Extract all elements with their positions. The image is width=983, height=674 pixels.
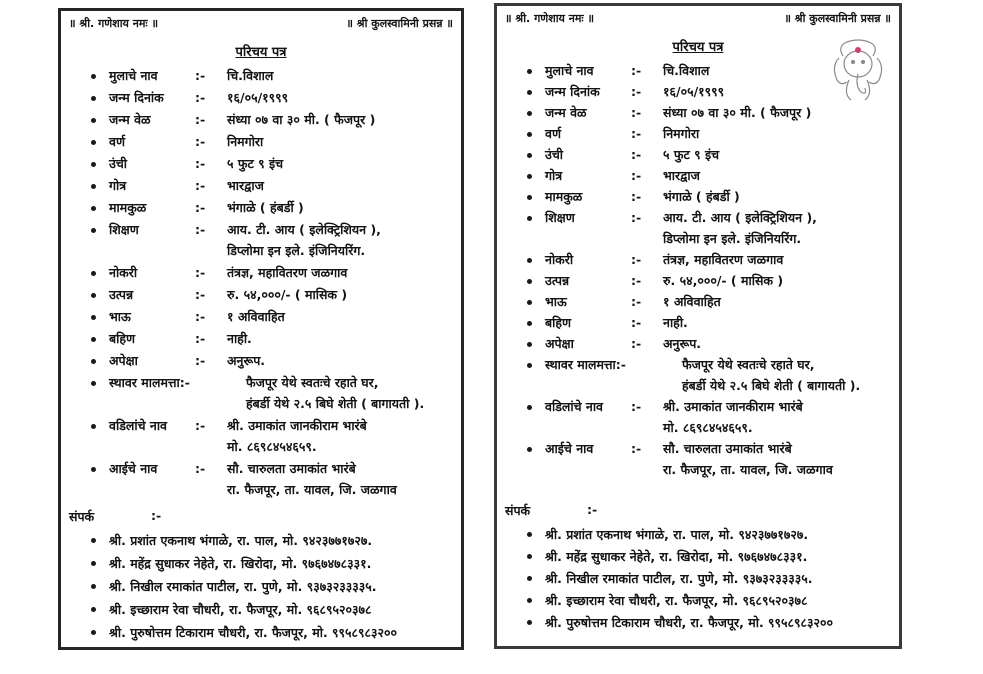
field-value: अनुरूप. xyxy=(227,353,266,368)
contact-text: श्री. पुरुषोत्तम टिकाराम चौधरी, रा. फैजपूर, मो. ९९५८९८३२०० xyxy=(109,625,398,640)
field-label: जन्म दिनांक xyxy=(545,84,600,99)
field-label: जन्म दिनांक xyxy=(109,90,164,105)
bullet-icon xyxy=(91,118,96,123)
page-title: परिचय पत्र xyxy=(235,45,287,60)
field-label: मुलाचे नाव xyxy=(109,68,158,83)
field-row xyxy=(91,418,451,454)
field-row xyxy=(91,134,451,150)
bullet-icon xyxy=(527,111,532,116)
field-separator: :- xyxy=(195,418,206,433)
contact-label: संपर्क xyxy=(505,503,531,518)
field-label: अपेक्षा xyxy=(545,336,574,351)
field-value: सौ. चारुलता उमाकांत भारंबे xyxy=(227,461,356,476)
field-separator: :- xyxy=(631,189,642,204)
field-separator: :- xyxy=(195,331,206,346)
field-value: तंत्रज्ञ, महावितरण जळगाव xyxy=(663,252,784,267)
bullet-icon xyxy=(527,598,532,603)
field-separator: :- xyxy=(195,461,206,476)
bullet-icon xyxy=(527,405,532,410)
field-value: अनुरूप. xyxy=(663,336,702,351)
bullet-icon xyxy=(527,132,532,137)
field-separator: :- xyxy=(631,252,642,267)
field-label: मुलाचे नाव xyxy=(545,63,594,78)
field-row xyxy=(91,375,451,411)
bullet-icon xyxy=(91,206,96,211)
field-value: श्री. उमाकांत जानकीराम भारंबे xyxy=(227,418,367,433)
field-label: नोकरी xyxy=(545,252,574,267)
field-row xyxy=(527,147,887,163)
bullet-icon xyxy=(91,607,96,612)
field-value: संध्या ०७ वा ३० मी. ( फैजपूर ) xyxy=(663,105,812,120)
contact-item xyxy=(527,615,887,631)
field-value-line2: डिप्लोमा इन इले. इंजिनियरिंग. xyxy=(227,243,366,258)
bullet-icon xyxy=(91,140,96,145)
field-value: चि.विशाल xyxy=(663,63,710,78)
field-separator: :- xyxy=(195,90,206,105)
bullet-icon xyxy=(91,315,96,320)
field-value: भंगाळे ( हंबर्डी ) xyxy=(227,200,304,215)
field-row xyxy=(527,210,887,246)
field-value: संध्या ०७ वा ३० मी. ( फैजपूर ) xyxy=(227,112,376,127)
field-label: भाऊ xyxy=(545,294,567,309)
bullet-icon xyxy=(91,467,96,472)
field-label: जन्म वेळ xyxy=(545,105,587,120)
field-separator: :- xyxy=(195,134,206,149)
field-value-line2: हंबर्डी येथे २.५ बिघे शेती ( बागायती ). xyxy=(246,396,425,411)
bullet-icon xyxy=(527,153,532,158)
contact-item xyxy=(91,602,451,618)
bullet-icon xyxy=(91,424,96,429)
bullet-icon xyxy=(91,184,96,189)
header-left: ॥ श्री. गणेशाय नमः ॥ xyxy=(505,12,595,25)
contact-item xyxy=(527,527,887,543)
bullet-icon xyxy=(527,258,532,263)
field-label: जन्म वेळ xyxy=(109,112,151,127)
field-value: फैजपूर येथे स्वतःचे रहाते घर, xyxy=(246,375,379,390)
contact-item xyxy=(527,593,887,609)
field-value: भारद्वाज xyxy=(227,178,264,193)
field-label: गोत्र xyxy=(109,178,127,193)
bullet-icon xyxy=(527,342,532,347)
field-label: शिक्षण xyxy=(545,210,575,225)
field-separator: :- xyxy=(631,315,642,330)
field-separator: :- xyxy=(631,147,642,162)
contact-text: श्री. महेंद्र सुधाकर नेहेते, रा. खिरोदा, मो. ९७६७४७८३३१. xyxy=(109,556,372,571)
field-value: रु. ५४,०००/- ( मासिक ) xyxy=(227,287,348,302)
field-label: आईचे नाव xyxy=(109,461,158,476)
bullet-icon xyxy=(527,69,532,74)
field-row xyxy=(527,336,887,352)
bullet-icon xyxy=(527,279,532,284)
field-value: तंत्रज्ञ, महावितरण जळगाव xyxy=(227,265,348,280)
field-row xyxy=(527,126,887,142)
field-row xyxy=(527,441,887,477)
field-label: वडिलांचे नाव xyxy=(109,418,168,433)
contact-item xyxy=(527,571,887,587)
field-label: आईचे नाव xyxy=(545,441,594,456)
bullet-icon xyxy=(91,74,96,79)
field-label: मामकुळ xyxy=(545,189,583,204)
field-row xyxy=(527,399,887,435)
field-value: चि.विशाल xyxy=(227,68,274,83)
bullet-icon xyxy=(91,584,96,589)
bullet-icon xyxy=(527,321,532,326)
field-value: निमगोरा xyxy=(663,126,700,141)
contact-text: श्री. इच्छाराम रेवा चौधरी, रा. फैजपूर, मो. ९६८९५२०३७८ xyxy=(109,602,372,617)
field-label: मामकुळ xyxy=(109,200,147,215)
field-separator: :- xyxy=(195,287,206,302)
contact-text: श्री. पुरुषोत्तम टिकाराम चौधरी, रा. फैजपूर, मो. ९९५८९८३२०० xyxy=(545,615,834,630)
bullet-icon xyxy=(91,228,96,233)
bullet-icon xyxy=(527,554,532,559)
field-value: नाही. xyxy=(663,315,688,330)
contact-label: संपर्क xyxy=(69,509,95,524)
contact-heading xyxy=(69,508,189,524)
field-separator: :- xyxy=(195,353,206,368)
field-label: उंची xyxy=(545,147,564,162)
bullet-icon xyxy=(527,216,532,221)
field-row xyxy=(91,353,451,369)
contact-text: श्री. इच्छाराम रेवा चौधरी, रा. फैजपूर, मो. ९६८९५२०३७८ xyxy=(545,593,808,608)
field-separator: :- xyxy=(631,441,642,456)
field-separator: :- xyxy=(195,265,206,280)
field-row xyxy=(91,287,451,303)
contact-text: श्री. निखील रमाकांत पाटील, रा. पुणे, मो. ९३७३२३३३३५. xyxy=(109,579,377,594)
contact-text: श्री. प्रशांत एकनाथ भंगाळे, रा. पाल, मो. ९४२३७७१७२७. xyxy=(109,533,373,548)
field-row xyxy=(527,105,887,121)
field-row xyxy=(91,309,451,325)
contact-heading xyxy=(505,502,625,518)
field-label: उत्पन्न xyxy=(545,273,570,288)
header-right: ॥ श्री कुलस्वामिनी प्रसन्न ॥ xyxy=(784,12,891,25)
field-value: रु. ५४,०००/- ( मासिक ) xyxy=(663,273,784,288)
field-label: उत्पन्न xyxy=(109,287,134,302)
bullet-icon xyxy=(91,538,96,543)
field-row xyxy=(527,168,887,184)
bullet-icon xyxy=(91,381,96,386)
field-separator: :- xyxy=(631,273,642,288)
bullet-icon xyxy=(527,195,532,200)
field-value: श्री. उमाकांत जानकीराम भारंबे xyxy=(663,399,803,414)
field-value-line2: रा. फैजपूर, ता. यावल, जि. जळगाव xyxy=(227,482,397,497)
field-row xyxy=(91,265,451,281)
biodata-page-right xyxy=(494,3,902,649)
field-value: निमगोरा xyxy=(227,134,264,149)
bullet-icon xyxy=(527,174,532,179)
bullet-icon xyxy=(91,561,96,566)
contact-item xyxy=(91,579,451,595)
field-separator: :- xyxy=(195,200,206,215)
contact-text: श्री. निखील रमाकांत पाटील, रा. पुणे, मो. ९३७३२३३३३५. xyxy=(545,571,813,586)
field-separator: :- xyxy=(631,63,642,78)
field-separator: :- xyxy=(195,222,206,237)
page-title: परिचय पत्र xyxy=(672,40,724,55)
bullet-icon xyxy=(527,447,532,452)
field-separator: :- xyxy=(195,309,206,324)
field-row xyxy=(91,156,451,172)
bullet-icon xyxy=(527,620,532,625)
field-separator: :- xyxy=(631,210,642,225)
bullet-icon xyxy=(91,293,96,298)
field-value-line2: हंबर्डी येथे २.५ बिघे शेती ( बागायती ). xyxy=(682,378,861,393)
bullet-icon xyxy=(527,532,532,537)
field-row xyxy=(91,331,451,347)
field-value: १ अविवाहित xyxy=(663,294,721,309)
field-row xyxy=(91,222,451,258)
field-value: आय. टी. आय ( इलेक्ट्रिशियन ), xyxy=(663,210,817,225)
field-separator: :- xyxy=(195,68,206,83)
bullet-icon xyxy=(527,300,532,305)
field-row xyxy=(91,90,451,106)
field-value: आय. टी. आय ( इलेक्ट्रिशियन ), xyxy=(227,222,381,237)
field-value-line2: मो. ८६९८४५४६५९. xyxy=(663,420,753,435)
field-label: नोकरी xyxy=(109,265,138,280)
biodata-page-left xyxy=(58,8,464,650)
field-row xyxy=(527,357,887,393)
field-value: भारद्वाज xyxy=(663,168,700,183)
field-row xyxy=(91,68,451,84)
contact-separator: :- xyxy=(151,508,162,523)
bullet-icon xyxy=(91,96,96,101)
bullet-icon xyxy=(91,271,96,276)
field-value: ५ फुट ९ इंच xyxy=(663,147,720,162)
contact-text: श्री. प्रशांत एकनाथ भंगाळे, रा. पाल, मो. ९४२३७७१७२७. xyxy=(545,527,809,542)
field-row xyxy=(527,252,887,268)
field-separator: :- xyxy=(631,336,642,351)
bullet-icon xyxy=(527,576,532,581)
bullet-icon xyxy=(91,359,96,364)
field-row xyxy=(527,84,887,100)
field-value: १ अविवाहित xyxy=(227,309,285,324)
field-label: स्थावर मालमत्ता:- xyxy=(545,357,626,372)
field-value: सौ. चारुलता उमाकांत भारंबे xyxy=(663,441,792,456)
field-value: १६/०५/१९९९ xyxy=(227,90,289,105)
field-separator: :- xyxy=(195,156,206,171)
field-value: १६/०५/१९९९ xyxy=(663,84,725,99)
field-label: अपेक्षा xyxy=(109,353,138,368)
header-left: ॥ श्री. गणेशाय नमः ॥ xyxy=(69,17,159,30)
field-value-line2: डिप्लोमा इन इले. इंजिनियरिंग. xyxy=(663,231,802,246)
field-value: फैजपूर येथे स्वतःचे रहाते घर, xyxy=(682,357,815,372)
field-label: वर्ण xyxy=(109,134,125,149)
field-separator: :- xyxy=(631,168,642,183)
field-row xyxy=(91,178,451,194)
field-separator: :- xyxy=(195,112,206,127)
bullet-icon xyxy=(91,337,96,342)
field-label: उंची xyxy=(109,156,128,171)
field-label: बहिण xyxy=(545,315,572,330)
field-row xyxy=(527,273,887,289)
field-label: भाऊ xyxy=(109,309,131,324)
field-separator: :- xyxy=(631,399,642,414)
contact-item xyxy=(91,625,451,641)
field-label: गोत्र xyxy=(545,168,563,183)
contact-item xyxy=(91,533,451,549)
field-value: भंगाळे ( हंबर्डी ) xyxy=(663,189,740,204)
field-value-line2: रा. फैजपूर, ता. यावल, जि. जळगाव xyxy=(663,462,833,477)
field-separator: :- xyxy=(631,84,642,99)
field-separator: :- xyxy=(631,294,642,309)
contact-item xyxy=(527,549,887,565)
field-separator: :- xyxy=(631,105,642,120)
header-right: ॥ श्री कुलस्वामिनी प्रसन्न ॥ xyxy=(346,17,453,30)
field-value: नाही. xyxy=(227,331,252,346)
field-label: बहिण xyxy=(109,331,136,346)
bullet-icon xyxy=(527,363,532,368)
bullet-icon xyxy=(91,162,96,167)
field-value-line2: मो. ८६९८४५४६५९. xyxy=(227,439,317,454)
contact-separator: :- xyxy=(587,502,598,517)
field-row xyxy=(527,294,887,310)
bullet-icon xyxy=(527,90,532,95)
contact-text: श्री. महेंद्र सुधाकर नेहेते, रा. खिरोदा, मो. ९७६७४७८३३१. xyxy=(545,549,808,564)
contact-item xyxy=(91,556,451,572)
field-row xyxy=(527,315,887,331)
field-label: वर्ण xyxy=(545,126,561,141)
bullet-icon xyxy=(91,630,96,635)
field-row xyxy=(91,461,451,497)
field-separator: :- xyxy=(195,178,206,193)
field-label: स्थावर मालमत्ता:- xyxy=(109,375,190,390)
field-label: वडिलांचे नाव xyxy=(545,399,604,414)
field-row xyxy=(527,189,887,205)
field-row xyxy=(527,63,887,79)
field-separator: :- xyxy=(631,126,642,141)
field-row xyxy=(91,112,451,128)
field-row xyxy=(91,200,451,216)
field-label: शिक्षण xyxy=(109,222,139,237)
field-value: ५ फुट ९ इंच xyxy=(227,156,284,171)
